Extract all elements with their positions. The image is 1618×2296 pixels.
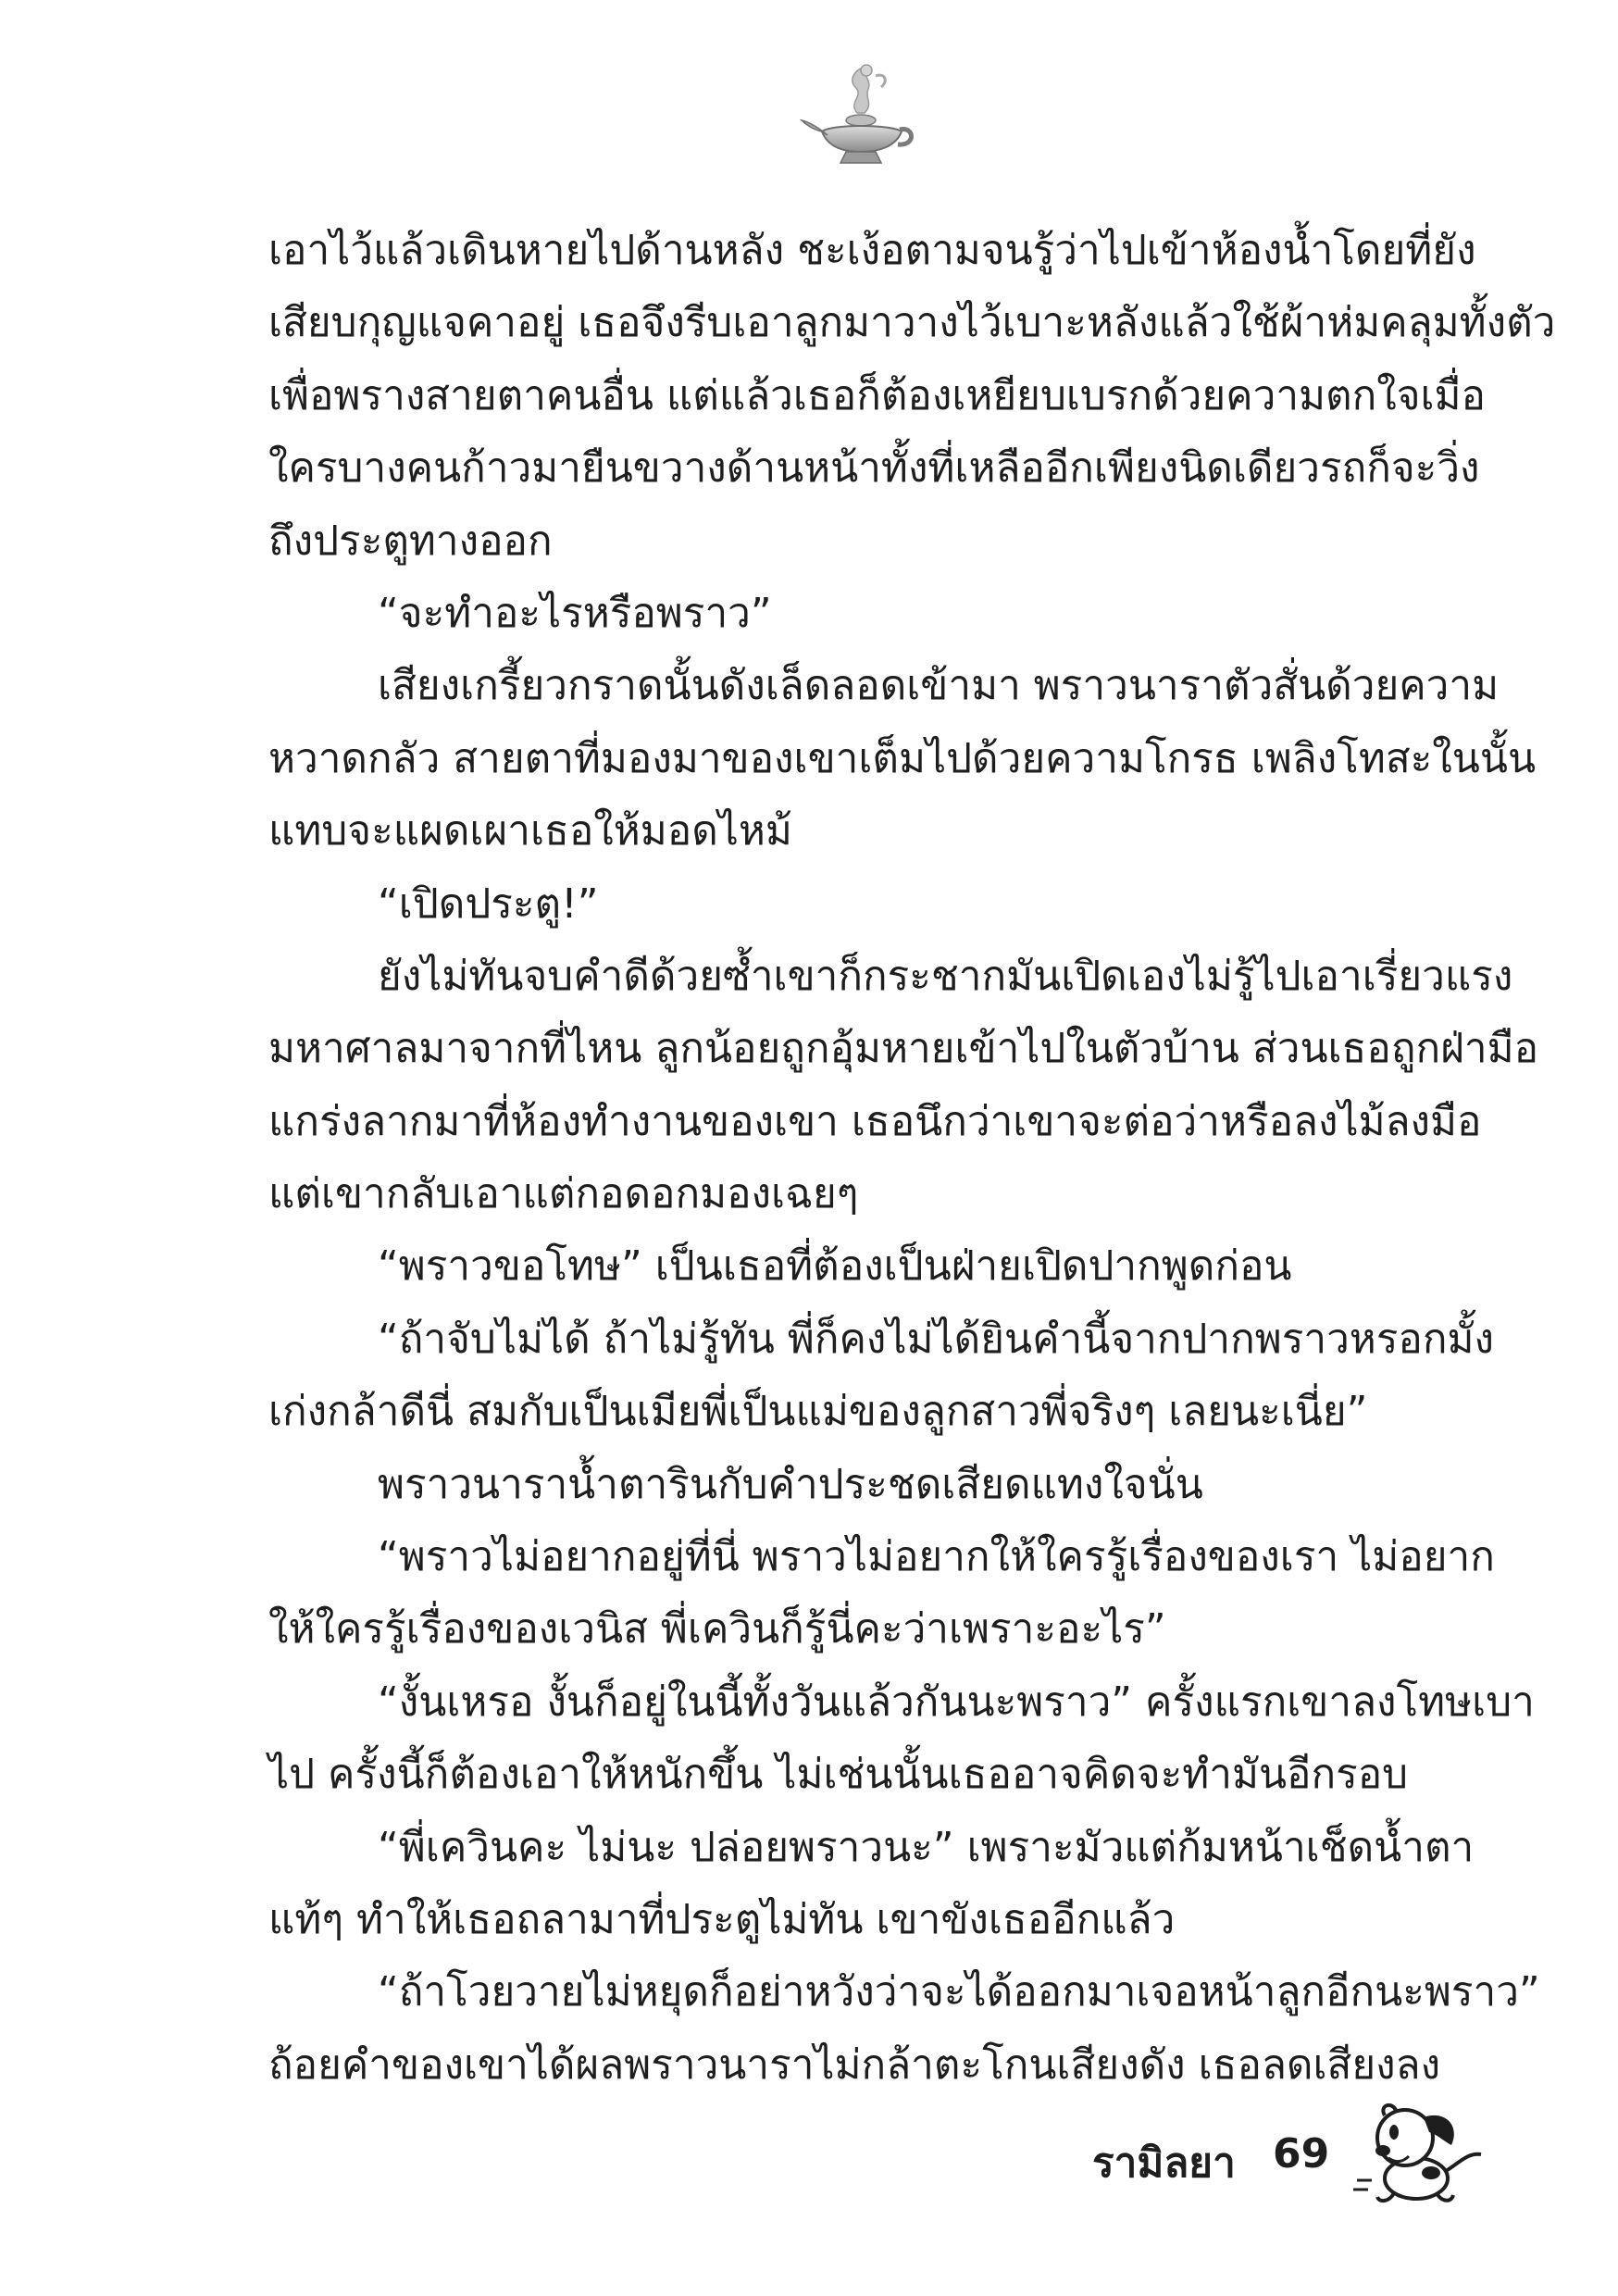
page-footer bbox=[1092, 2097, 1500, 2217]
text-line: เก่งกล้าดีนี่ สมกับเป็นเมียพี่เป็นแม่ของลูกสาวพี่จริงๆ เลยนะเนี่ย” bbox=[268, 1388, 1368, 1436]
book-title: รามิลยา bbox=[1092, 2140, 1236, 2187]
text-line: เอาไว้แล้วเดินหายไปด้านหลัง ชะเง้อตามจนรู้ว่าไปเข้าห้องน้ำโดยที่ยัง bbox=[268, 227, 1476, 274]
text-line: “ถ้าจับไม่ได้ ถ้าไม่รู้ทัน พี่ก็คงไม่ได้ยินคำนี้จากปากพราวหรอกมั้ง bbox=[378, 1315, 1494, 1363]
text-line: “เปิดประตู!” bbox=[378, 880, 599, 928]
page-number: 69 bbox=[1273, 2130, 1330, 2177]
text-line: “พราวไม่อยากอยู่ที่นี่ พราวไม่อยากให้ใครรู้เรื่องของเรา ไม่อยาก bbox=[378, 1533, 1495, 1581]
text-line: “งั้นเหรอ งั้นก็อยู่ในนี้ทั้งวันแล้วกันนะพราว” ครั้งแรกเขาลงโทษเบา bbox=[378, 1678, 1535, 1726]
text-line: “ถ้าโวยวายไม่หยุดก็อย่าหวังว่าจะได้ออกมาเจอหน้าลูกอีกนะพราว” bbox=[378, 1968, 1540, 2016]
text-line: แท้ๆ ทำให้เธอถลามาที่ประตูไม่ทัน เขาขังเธออีกแล้ว bbox=[268, 1895, 1176, 1943]
text-line: เพื่อพรางสายตาคนอื่น แต่แล้วเธอก็ต้องเหยียบเบรกด้วยความตกใจเมื่อ bbox=[268, 371, 1486, 419]
text-line: ยังไม่ทันจบคำดีด้วยซ้ำเขาก็กระชากมันเปิดเองไม่รู้ไปเอาเรี่ยวแรง bbox=[378, 952, 1513, 1000]
text-line: เสียงเกรี้ยวกราดนั้นดังเล็ดลอดเข้ามา พราวนาราตัวสั่นด้วยความ bbox=[378, 662, 1500, 710]
text-line: “พี่เควินคะ ไม่นะ ปล่อยพราวนะ” เพราะมัวแต่ก้มหน้าเช็ดน้ำตา bbox=[378, 1823, 1475, 1871]
genie-lamp-icon bbox=[800, 56, 920, 176]
text-line: เสียบกุญแจคาอยู่ เธอจึงรีบเอาลูกมาวางไว้เบาะหลังแล้วใช้ผ้าห่มคลุมทั้งตัว bbox=[268, 299, 1556, 347]
text-line: หวาดกลัว สายตาที่มองมาของเขาเต็มไปด้วยความโกรธ เพลิงโทสะในนั้น bbox=[268, 734, 1537, 782]
puppy-icon bbox=[1351, 2097, 1490, 2217]
text-line: มหาศาลมาจากที่ไหน ลูกน้อยถูกอุ้มหายเข้าไปในตัวบ้าน ส่วนเธอถูกฝ่ามือ bbox=[268, 1025, 1539, 1073]
text-line: ถึงประตูทางออก bbox=[268, 517, 553, 565]
text-line: ให้ใครรู้เรื่องของเวนิส พี่เควินก็รู้นี่คะว่าเพราะอะไร” bbox=[268, 1605, 1166, 1653]
text-line: แกร่งลากมาที่ห้องทำงานของเขา เธอนึกว่าเขาจะต่อว่าหรือลงไม้ลงมือ bbox=[268, 1097, 1482, 1145]
text-line: พราวนาราน้ำตารินกับคำประชดเสียดแทงใจนั่น bbox=[378, 1460, 1203, 1508]
text-line: ไป ครั้งนี้ก็ต้องเอาให้หนักขึ้น ไม่เช่นนั้นเธออาจคิดจะทำมันอีกรอบ bbox=[268, 1751, 1409, 1799]
body-text bbox=[268, 215, 1556, 2102]
text-line: แต่เขากลับเอาแต่กอดอกมองเฉยๆ bbox=[268, 1170, 859, 1218]
text-line: “จะทำอะไรหรือพราว” bbox=[378, 589, 772, 637]
text-line: แทบจะแผดเผาเธอให้มอดไหม้ bbox=[268, 807, 792, 855]
text-line: ใครบางคนก้าวมายืนขวางด้านหน้าทั้งที่เหลืออีกเพียงนิดเดียวรถก็จะวิ่ง bbox=[268, 444, 1480, 493]
text-line: ถ้อยคำของเขาได้ผลพราวนาราไม่กล้าตะโกนเสียงดัง เธอลดเสียงลง bbox=[268, 2040, 1441, 2089]
text-line: “พราวขอโทษ” เป็นเธอที่ต้องเป็นฝ่ายเปิดปากพูดก่อน bbox=[378, 1242, 1292, 1291]
